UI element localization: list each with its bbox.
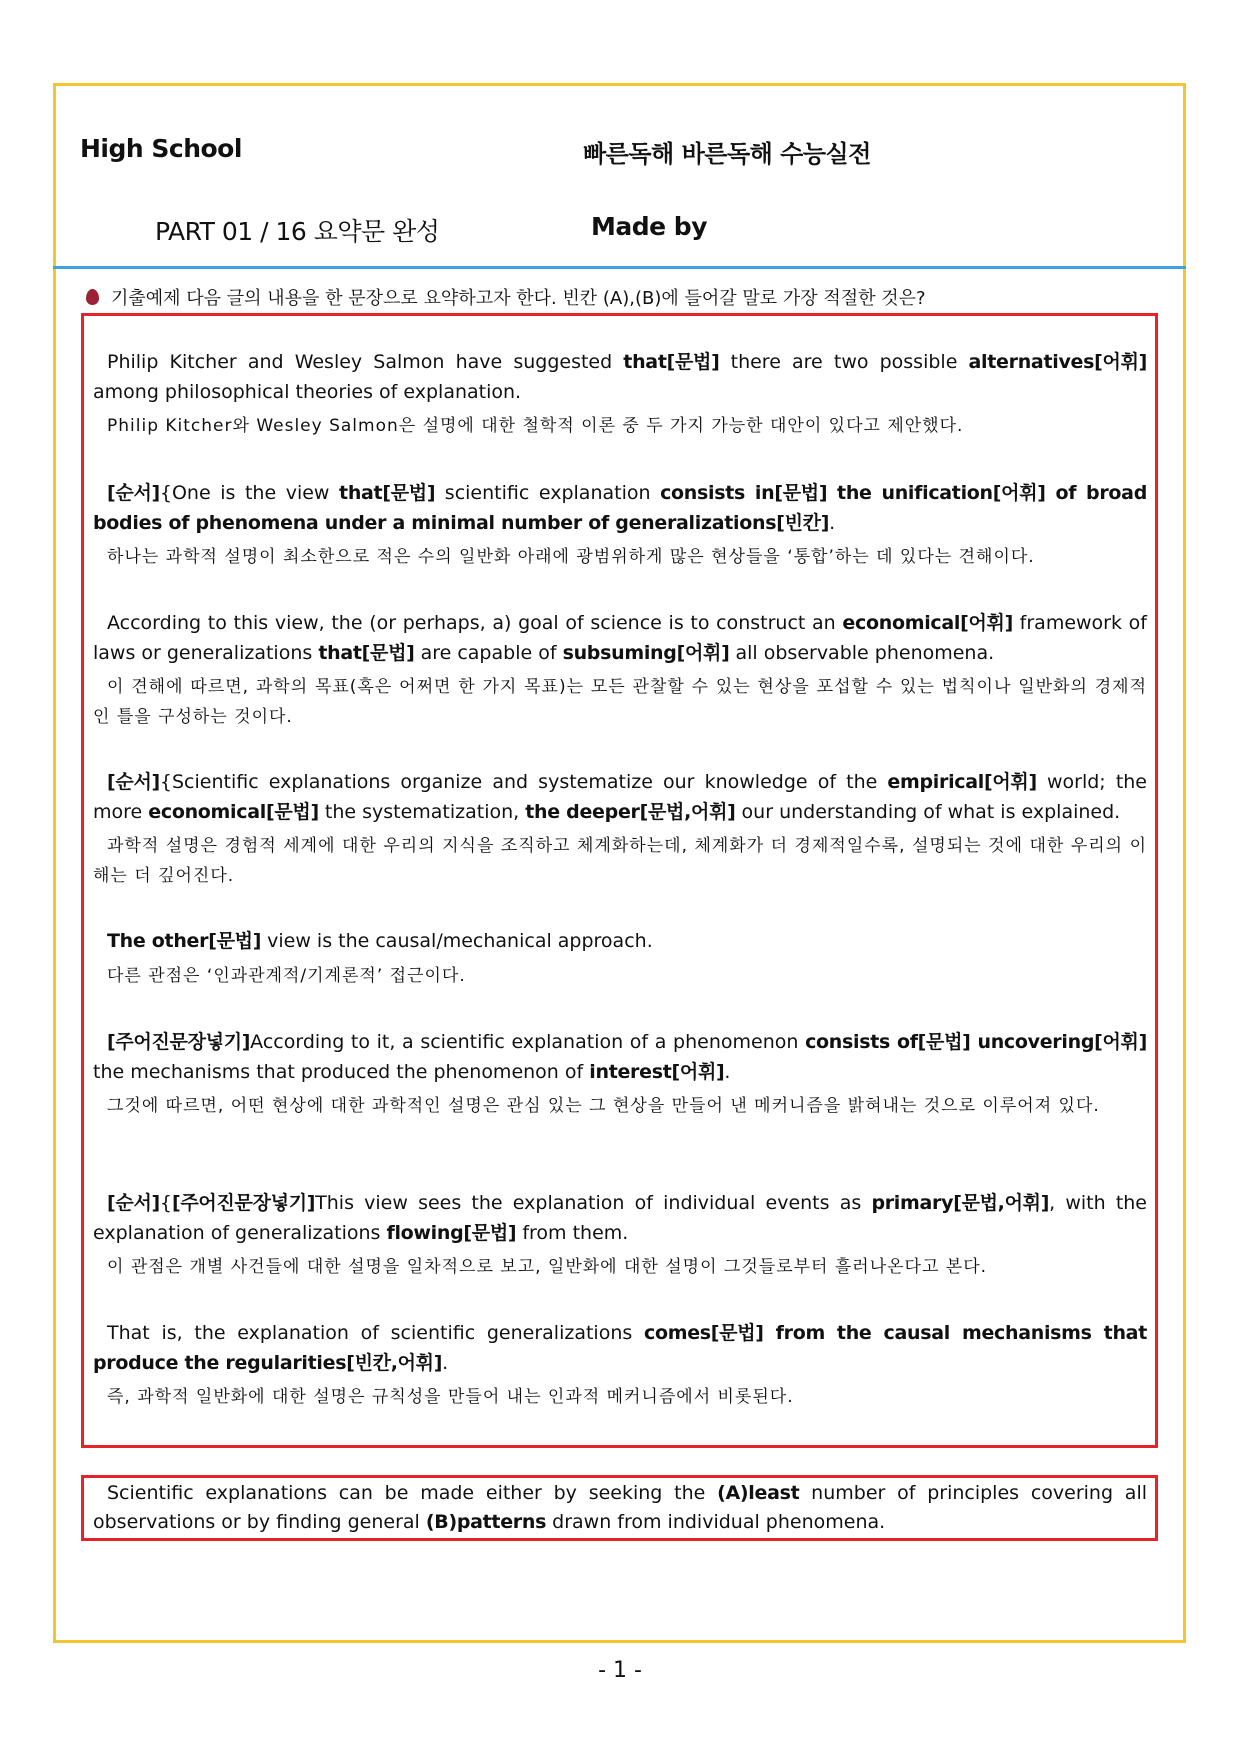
school-label: High School	[80, 134, 242, 163]
text-span: world; the more	[93, 771, 1147, 823]
text-span: Scientific explanations can be made either by seeking the	[107, 1482, 718, 1504]
highlight-span: empirical[어휘]	[887, 771, 1037, 793]
passage-paragraph-3	[93, 608, 1147, 668]
page-number: - 1 -	[598, 1658, 642, 1683]
text-span: drawn from individual phenomena.	[546, 1511, 886, 1533]
passage-paragraph-2	[93, 478, 1147, 538]
text-span: {Scientific explanations organize and systematize our knowledge of the	[159, 771, 888, 793]
answer-a: (A)least	[717, 1482, 800, 1504]
translation-4: 과학적 설명은 경험적 세계에 대한 우리의 지식을 조직하고 체계화하는데, 체계화가 더 경제적일수록, 설명되는 것에 대한 우리의 이해는 더 깊어진다.	[93, 836, 1147, 886]
text-span: view is the causal/mechanical approach.	[261, 930, 653, 952]
apple-bullet-icon	[86, 289, 99, 305]
text-span: , with the explanation of generalizations	[93, 1192, 1147, 1244]
text-span: This view sees the explanation of individual events as	[315, 1192, 872, 1214]
highlight-span: interest[어휘]	[589, 1061, 725, 1083]
text-span: are capable of	[414, 642, 563, 664]
text-span: {One is the view	[159, 482, 340, 504]
highlight-span: comes[문법] from the causal mechanisms that produce the regularities[빈칸,어휘]	[93, 1322, 1147, 1374]
text-span: framework of laws or generalizations	[93, 612, 1147, 664]
text-span: among philosophical theories of explanation.	[93, 381, 522, 403]
translation-6: 그것에 따르면, 어떤 현상에 대한 과학적인 설명은 관심 있는 그 현상을 만들어 낸 메커니즘을 밝혀내는 것으로 이루어져 있다.	[107, 1096, 1100, 1116]
translation-5: 다른 관점은 ‘인과관계적/기계론적’ 접근이다.	[107, 966, 466, 986]
translation-8: 즉, 과학적 일반화에 대한 설명은 규칙성을 만들어 내는 인과적 메커니즘에서 비롯된다.	[107, 1387, 794, 1407]
translation-1: Philip Kitcher와 Wesley Salmon은 설명에 대한 철학적 이론 중 두 가지 가능한 대안이 있다고 제안했다.	[107, 416, 964, 436]
tag-span: [주어진문장넣기]	[171, 1192, 316, 1214]
highlight-span: economical[문법]	[148, 801, 319, 823]
text-span: the systematization,	[318, 801, 526, 823]
text-span: .	[442, 1352, 449, 1374]
translation-7: 이 관점은 개별 사건들에 대한 설명을 일차적으로 보고, 일반화에 대한 설명이 그것들로부터 흘러나온다고 본다.	[107, 1257, 988, 1277]
summary-sentence	[93, 1479, 1147, 1537]
highlight-span: the deeper[문법,어휘]	[525, 801, 736, 823]
highlight-span: economical[어휘]	[842, 612, 1013, 634]
highlight-span: consists of[문법] uncovering[어휘]	[805, 1031, 1147, 1053]
highlight-span: flowing[문법]	[386, 1222, 517, 1244]
passage-paragraph-1	[93, 347, 1147, 407]
text-span: That is, the explanation of scientific generalizations	[107, 1322, 644, 1344]
text-span: Philip Kitcher and Wesley Salmon have suggested	[107, 351, 624, 373]
text-span: all observable phenomena.	[729, 642, 995, 664]
passage-paragraph-8	[93, 1318, 1147, 1378]
passage-paragraph-6	[93, 1027, 1147, 1087]
text-span: .	[724, 1061, 731, 1083]
passage-paragraph-4	[93, 767, 1147, 827]
question-instruction	[86, 284, 926, 310]
highlight-span: The other[문법]	[107, 930, 262, 952]
highlight-span: alternatives[어휘]	[968, 351, 1148, 373]
highlight-span: subsuming[어휘]	[562, 642, 730, 664]
text-span: scientific explanation	[435, 482, 661, 504]
made-by-label: Made by	[591, 212, 707, 241]
text-span: the mechanisms that produced the phenomenon of	[93, 1061, 590, 1083]
text-span: {	[159, 1192, 172, 1214]
highlight-span: that[문법]	[339, 482, 436, 504]
instruction-text: 기출예제 다음 글의 내용을 한 문장으로 요약하고자 한다. 빈칸 (A),(B)에 들어갈 말로 가장 적절한 것은?	[111, 288, 926, 309]
series-title: 빠른독해 바른독해 수능실전	[583, 140, 871, 168]
translation-3: 이 견해에 따르면, 과학의 목표(혹은 어쩌면 한 가지 목표)는 모든 관찰할 수 있는 현상을 포섭할 수 있는 법칙이나 일반화의 경제적인 틀을 구성하는 것이다.	[93, 677, 1147, 727]
translation-2: 하나는 과학적 설명이 최소한으로 적은 수의 일반화 아래에 광범위하게 많은 현상들을 ‘통합’하는 데 있다는 견해이다.	[107, 547, 1035, 567]
answer-b: (B)patterns	[425, 1511, 547, 1533]
header-divider	[53, 266, 1186, 269]
text-span: there are two possible	[719, 351, 969, 373]
text-span: number of principles covering all observations or by finding general	[93, 1482, 1147, 1533]
highlight-span: that[문법]	[318, 642, 415, 664]
text-span: According to this view, the (or perhaps, a) goal of science is to construct an	[107, 612, 843, 634]
tag-span: [순서]	[107, 482, 160, 504]
text-span: .	[829, 512, 836, 534]
text-span: According to it, a scientific explanation of a phenomenon	[250, 1031, 806, 1053]
highlight-span: that[문법]	[623, 351, 720, 373]
highlight-span: consists in[문법] the unification[어휘] of broad bodies of phenomena under a minimal number of generalizations[빈칸]	[93, 482, 1148, 534]
highlight-span: primary[문법,어휘]	[871, 1192, 1050, 1214]
text-span: from them.	[516, 1222, 629, 1244]
tag-span: [순서]	[107, 1192, 160, 1214]
passage-paragraph-7	[93, 1188, 1147, 1248]
text-span: our understanding of what is explained.	[735, 801, 1121, 823]
part-title: PART 01 / 16 요약문 완성	[155, 217, 440, 246]
tag-span: [주어진문장넣기]	[107, 1031, 251, 1053]
tag-span: [순서]	[107, 771, 160, 793]
passage-paragraph-5	[93, 926, 1147, 956]
